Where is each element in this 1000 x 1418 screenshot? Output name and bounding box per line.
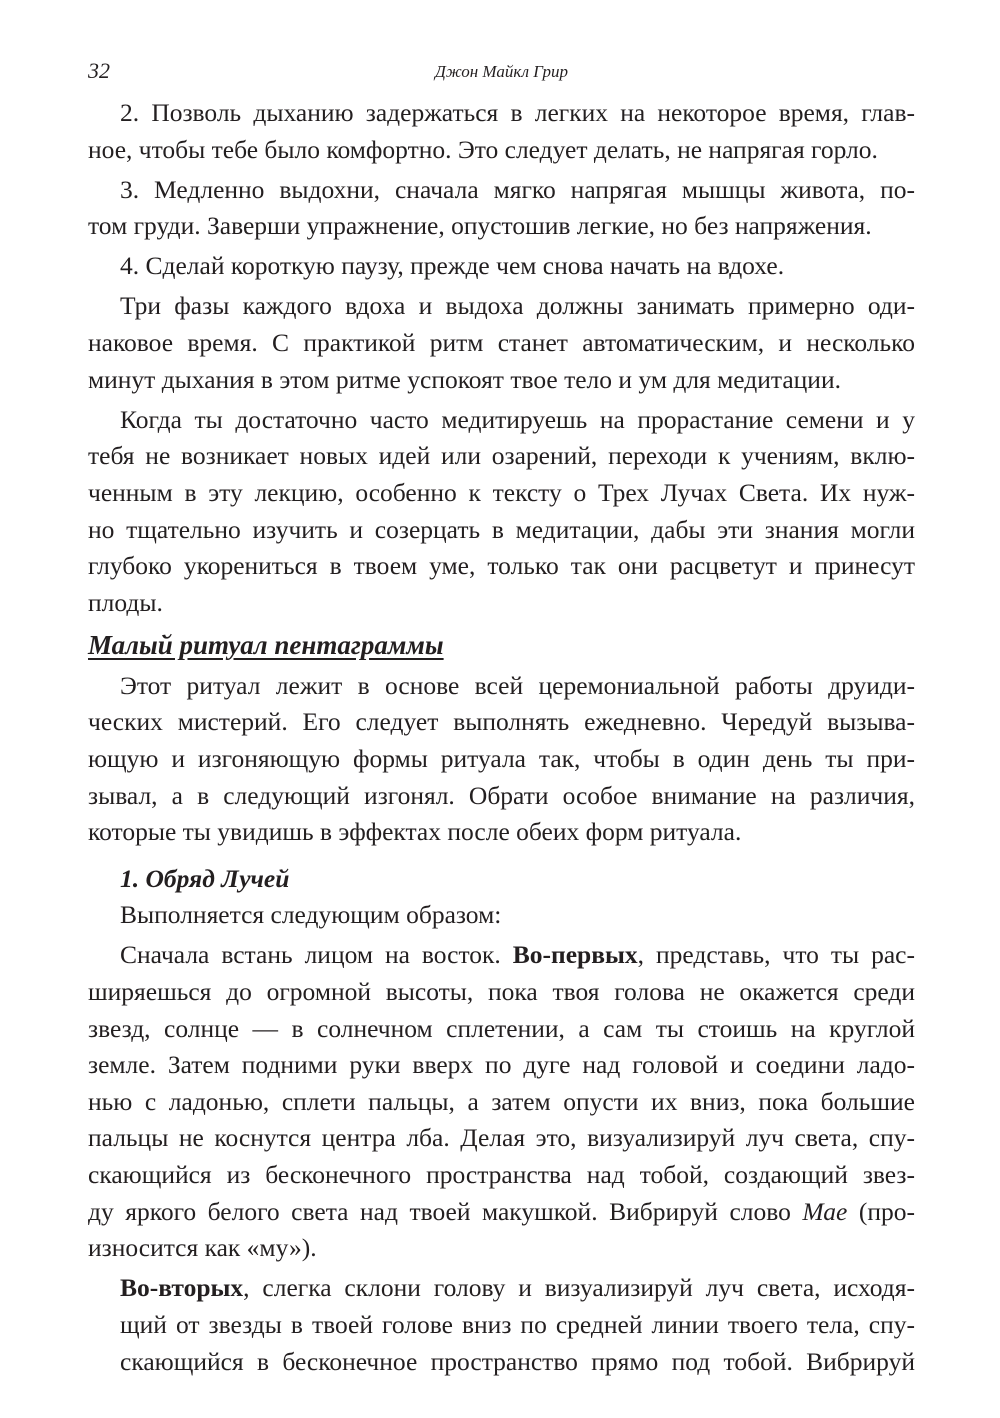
text-line: земле. Затем подними руки вверх по дуге над головой и соедини ладо- bbox=[88, 1050, 915, 1080]
subsection-heading: 1. Обряд Лучей bbox=[120, 863, 290, 893]
text-line: которые ты увидишь в эффектах после обеих форм ритуала. bbox=[88, 817, 742, 847]
text-run: ду яркого белого света над твоей макушкой. Вибрируй слово bbox=[88, 1196, 803, 1226]
text-line: зывал, а в следующий изгонял. Обрати особое внимание на различия, bbox=[88, 780, 915, 810]
text-line: щий от звезды в твоей голове вниз по средней линии твоего тела, спу- bbox=[120, 1309, 915, 1339]
text-line: плоды. bbox=[88, 587, 163, 617]
text-line: скающийся из бесконечного пространства над тобой, создающий звез- bbox=[88, 1160, 915, 1190]
paragraph bbox=[88, 402, 915, 622]
text-line: минут дыхания в этом ритме успокоят твое тело и ум для медитации. bbox=[88, 364, 841, 394]
text-line bbox=[120, 1270, 915, 1307]
paragraph bbox=[88, 248, 915, 285]
text-line: тебя не возникает новых идей или озарений, переходи к учениям, вклю- bbox=[88, 441, 915, 471]
text-line: ное, чтобы тебе было комфортно. Это следует делать, не напрягая горло. bbox=[88, 134, 878, 164]
text-line: глубоко укорениться в твоем уме, только так они расцветут и принесут bbox=[88, 551, 915, 581]
text-line: ческих мистерий. Его следует выполнять ежедневно. Чередуй вызыва- bbox=[88, 707, 915, 737]
text-line: 4. Сделай короткую паузу, прежде чем снова начать на вдохе. bbox=[120, 251, 785, 281]
text-run: , слегка склони голову и визуализируй луч света, исходя- bbox=[243, 1273, 915, 1303]
text-line: Когда ты достаточно часто медитируешь на прорастание семени и у bbox=[120, 404, 915, 434]
italic-term: Мае bbox=[802, 1196, 848, 1226]
paragraph bbox=[88, 288, 915, 398]
page-number: 32 bbox=[88, 58, 110, 83]
bold-term: Во-первых bbox=[512, 940, 638, 970]
text-line: том груди. Заверши упражнение, опустошив легкие, но без напряжения. bbox=[88, 211, 872, 241]
section-heading: Малый ритуал пентаграммы bbox=[88, 629, 444, 660]
text-line: износится как «му»). bbox=[88, 1233, 317, 1263]
paragraph bbox=[88, 937, 915, 1266]
text-line: ченным в эту лекцию, особенно к тексту о Трех Лучах Света. Их нуж- bbox=[88, 477, 915, 507]
text-run: (про- bbox=[847, 1196, 915, 1226]
text-line: Этот ритуал лежит в основе всей церемониальной работы друиди- bbox=[120, 670, 915, 700]
text-run: , представь, что ты рас- bbox=[637, 940, 915, 970]
text-line bbox=[88, 1194, 915, 1231]
text-line: Выполняется следующим образом: bbox=[120, 900, 502, 930]
page-header bbox=[88, 58, 915, 88]
text-line: 3. Медленно выдохни, сначала мягко напрягая мышцы живота, по- bbox=[120, 174, 915, 204]
paragraph bbox=[88, 1270, 915, 1380]
text-line: 2. Позволь дыханию задержаться в легких на некоторое время, глав- bbox=[120, 98, 915, 127]
text-line: пальцы не коснутся центра лба. Делая это, визуализируй луч света, спу- bbox=[88, 1123, 915, 1153]
text-line: нью с ладонью, сплети пальцы, а затем опусти их вниз, пока большие bbox=[88, 1086, 915, 1116]
text-line bbox=[88, 937, 915, 974]
running-title: Джон Майкл Грир bbox=[435, 62, 568, 81]
text-line: но тщательно изучить и созерцать в медитации, дабы эти знания могли bbox=[88, 514, 915, 544]
paragraph bbox=[88, 172, 915, 245]
text-line: Три фазы каждого вдоха и выдоха должны занимать примерно оди- bbox=[120, 291, 915, 321]
paragraph bbox=[88, 897, 915, 934]
text-line: звезд, солнце — в солнечном сплетении, а сам ты стоишь на круглой bbox=[88, 1013, 915, 1043]
text-line: ширяешься до огромной высоты, пока твоя голова не окажется среди bbox=[88, 977, 915, 1007]
paragraph bbox=[88, 668, 915, 851]
bold-term: Во-вторых bbox=[120, 1273, 244, 1303]
paragraph bbox=[88, 95, 915, 168]
text-line: наковое время. С практикой ритм станет автоматическим, и несколько bbox=[88, 328, 915, 358]
text-line: скающийся в бесконечное пространство прямо под тобой. Вибрируй bbox=[120, 1346, 915, 1376]
text-line: ющую и изгоняющую формы ритуала так, чтобы в один день ты при- bbox=[88, 744, 915, 773]
text-run: Сначала встань лицом на восток. bbox=[120, 940, 513, 970]
page-body bbox=[88, 95, 915, 1384]
